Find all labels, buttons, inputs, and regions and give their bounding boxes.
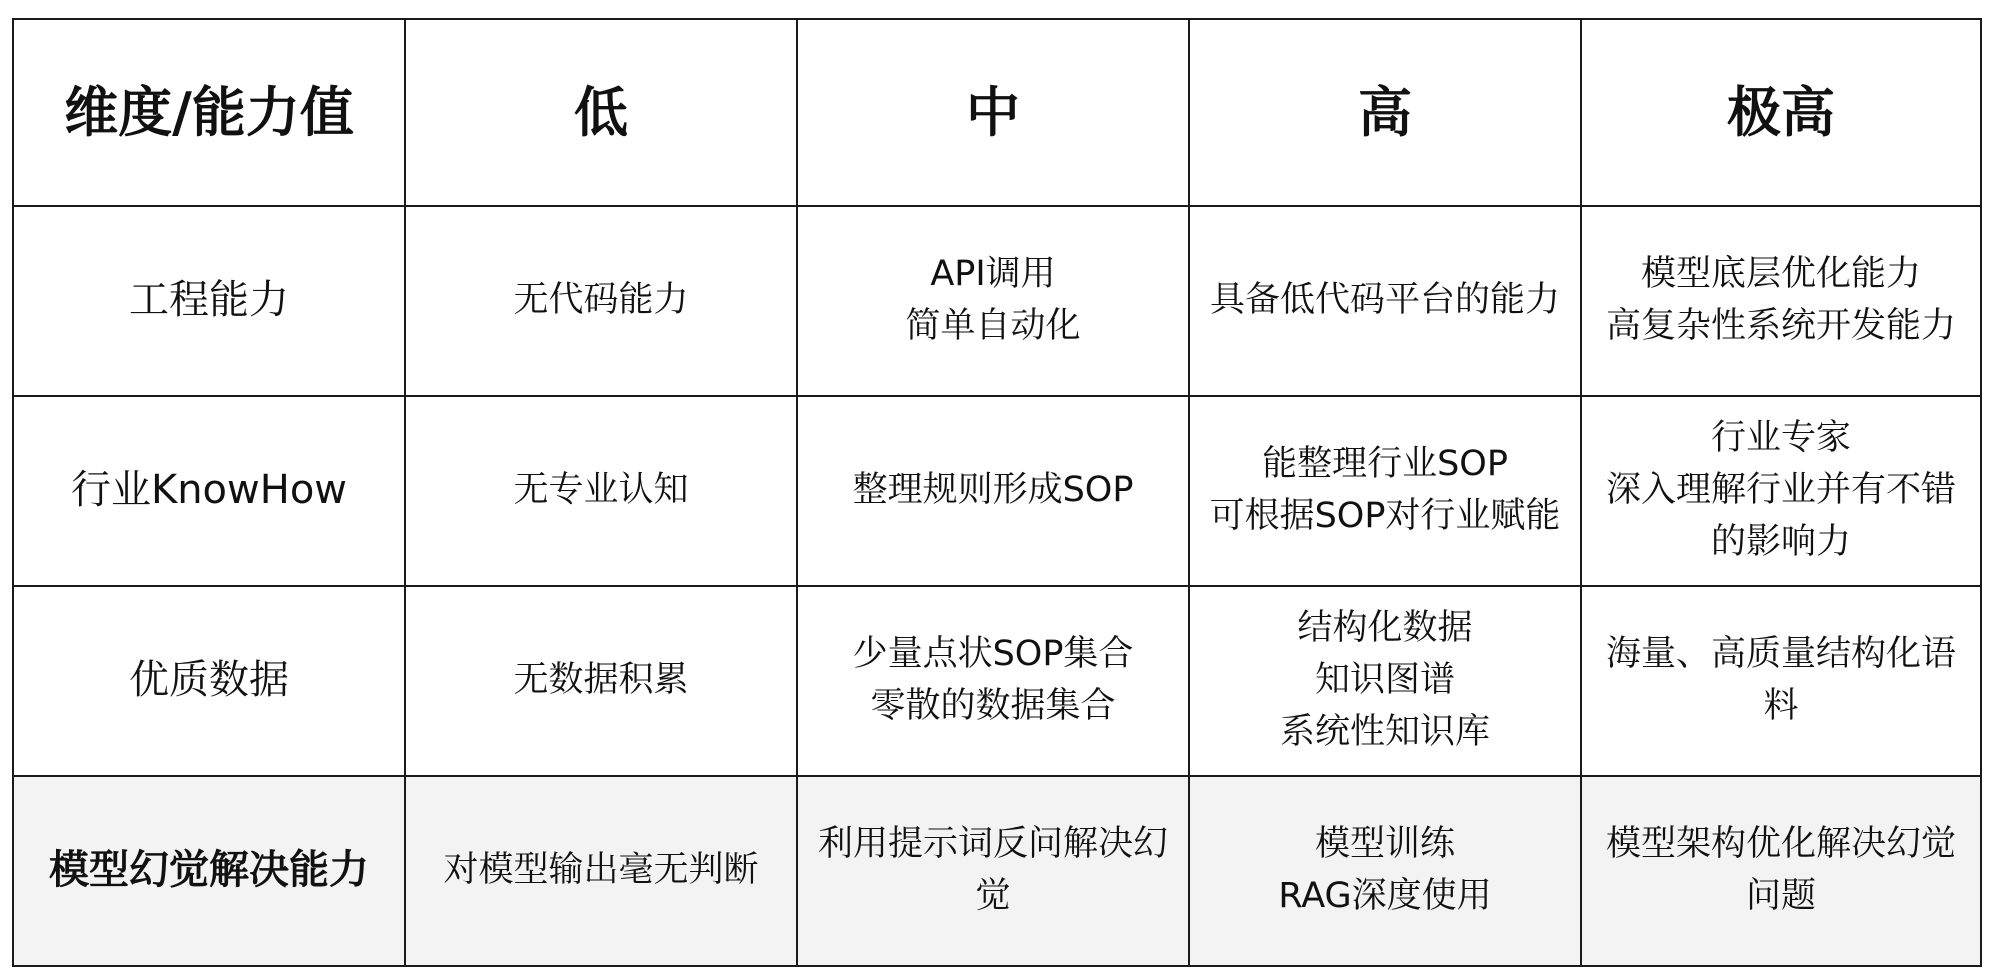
cell-line: 模型底层优化能力 — [1640, 254, 1921, 295]
header-mid: 中 — [797, 19, 1189, 206]
cell-line: 简单自动化 — [905, 306, 1081, 346]
table-row-industry-knowhow — [13, 396, 1981, 586]
cell-line: 少量点状SOP集合 — [852, 634, 1134, 675]
cell-line: 模型架构优化解决幻觉 — [1605, 824, 1956, 865]
cell-knowhow-high — [1189, 396, 1581, 586]
cell-hallucination-high — [1189, 776, 1581, 966]
row-label-hallucination: 模型幻觉解决能力 — [13, 776, 405, 966]
row-label-engineering: 工程能力 — [13, 206, 405, 396]
cell-hallucination-very-high — [1581, 776, 1981, 966]
cell-engineering-high — [1189, 206, 1581, 396]
cell-line: 零散的数据集合 — [870, 686, 1116, 726]
cell-line: 结构化数据 — [1297, 608, 1473, 649]
cell-line: RAG深度使用 — [1278, 876, 1492, 916]
header-row — [13, 19, 1981, 206]
cell-line: 海量、高质量结构化语 — [1605, 634, 1956, 675]
cell-line: 具备低代码平台的能力 — [1209, 280, 1560, 321]
cell-line: 对模型输出毫无判断 — [443, 850, 759, 891]
cell-line: 的影响力 — [1710, 521, 1851, 562]
header-high: 高 — [1189, 19, 1581, 206]
header-very-high: 极高 — [1581, 19, 1981, 206]
row-label-quality-data: 优质数据 — [13, 586, 405, 776]
cell-line: 高复杂性系统开发能力 — [1605, 306, 1956, 346]
cell-engineering-mid — [797, 206, 1189, 396]
cell-hallucination-mid — [797, 776, 1189, 966]
cell-line: API调用 — [930, 254, 1056, 295]
cell-data-very-high — [1581, 586, 1981, 776]
table-row-engineering — [13, 206, 1981, 396]
cell-line: 料 — [1763, 686, 1799, 726]
cell-knowhow-very-high — [1581, 396, 1981, 586]
cell-line: 无数据积累 — [513, 660, 689, 701]
capability-matrix-table — [12, 18, 1982, 967]
cell-line: 深入理解行业并有不错 — [1605, 470, 1956, 511]
cell-line: 无代码能力 — [513, 280, 689, 321]
cell-engineering-low — [405, 206, 797, 396]
cell-line: 知识图谱 — [1314, 660, 1455, 701]
cell-line: 系统性知识库 — [1279, 711, 1490, 752]
cell-data-mid — [797, 586, 1189, 776]
cell-line: 模型训练 — [1314, 824, 1455, 865]
cell-line: 行业专家 — [1710, 418, 1851, 459]
cell-line: 能整理行业SOP — [1262, 444, 1508, 485]
cell-knowhow-mid — [797, 396, 1189, 586]
header-dimension: 维度/能力值 — [13, 19, 405, 206]
cell-hallucination-low — [405, 776, 797, 966]
table-row-hallucination — [13, 776, 1981, 966]
cell-line: 利用提示词反问解决幻 — [817, 824, 1168, 865]
cell-line: 无专业认知 — [513, 470, 689, 511]
cell-engineering-very-high — [1581, 206, 1981, 396]
cell-knowhow-low — [405, 396, 797, 586]
row-label-industry-knowhow: 行业KnowHow — [13, 396, 405, 586]
header-low: 低 — [405, 19, 797, 206]
cell-data-high — [1189, 586, 1581, 776]
cell-line: 问题 — [1745, 876, 1816, 916]
table-row-quality-data — [13, 586, 1981, 776]
cell-line: 整理规则形成SOP — [852, 470, 1134, 511]
cell-line: 觉 — [975, 876, 1011, 916]
cell-line: 可根据SOP对行业赋能 — [1209, 496, 1561, 536]
cell-data-low — [405, 586, 797, 776]
